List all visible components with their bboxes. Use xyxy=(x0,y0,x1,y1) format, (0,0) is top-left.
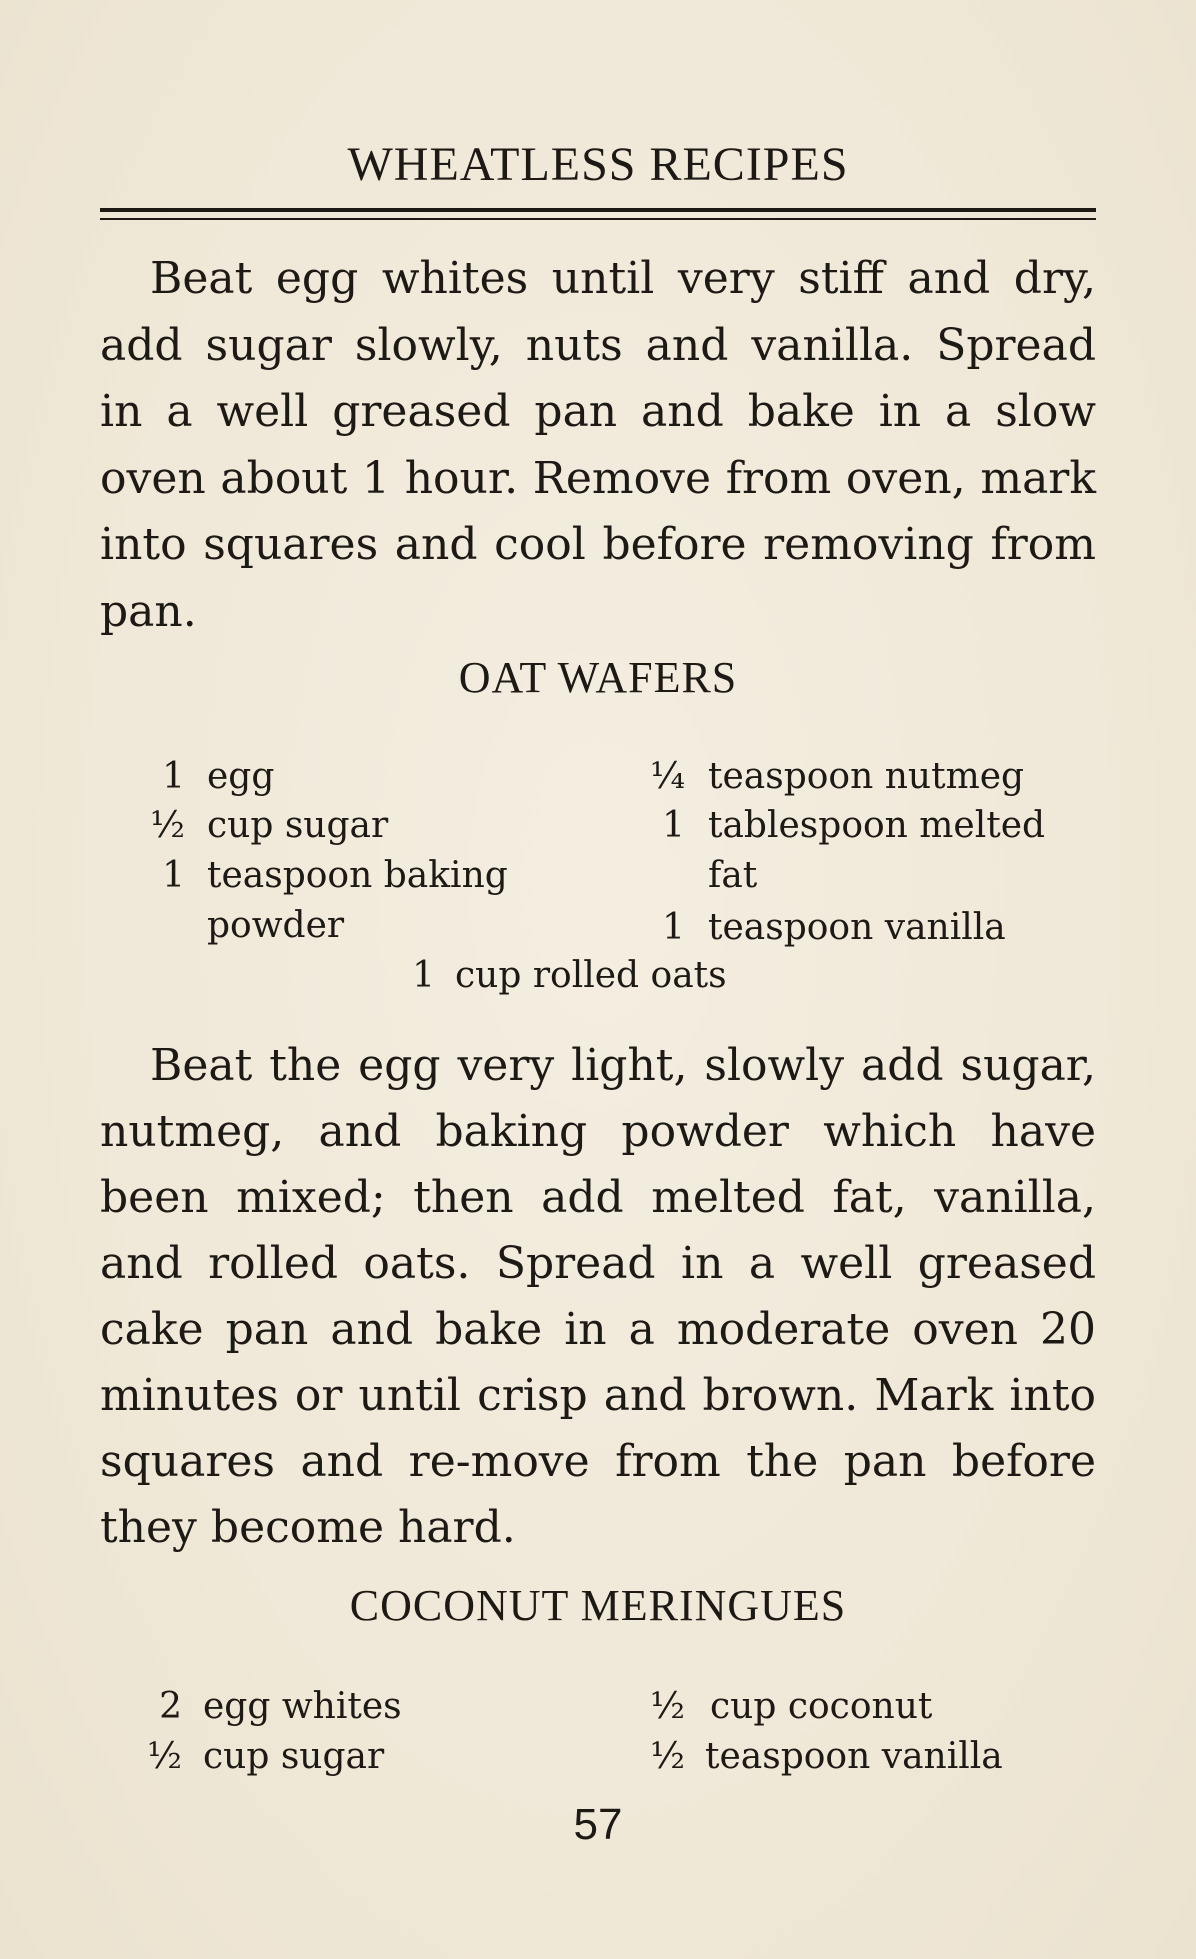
ingredient-qty: 1 xyxy=(162,855,185,896)
ingredient-qty: ¼ xyxy=(650,756,685,797)
ingredient-text: cup sugar xyxy=(203,1736,385,1777)
ingredient-text: tablespoon melted xyxy=(708,805,1046,846)
oat-wafers-directions: Beat the egg very light, slowly add sugar, nutmeg, and baking powder which have been mixed; then add melted fat, vanilla, and rolled oats. Spread in a well greased cake pan and bake in a moderate oven 20 minutes or until crisp and brown. Mark into squares and re-move from the pan before they become hard. xyxy=(100,1040,1096,1553)
ingredient-text: fat xyxy=(708,855,758,896)
running-head: WHEATLESS RECIPES xyxy=(347,138,849,191)
coconut-meringues-title: COCONUT MERINGUES xyxy=(349,1581,847,1630)
ingredient-text: powder xyxy=(207,905,345,946)
ingredient-qty: ½ xyxy=(650,1686,685,1727)
oat-wafers-title: OAT WAFERS xyxy=(458,653,738,702)
ingredient-qty: 1 xyxy=(162,756,185,797)
header-rule-thin xyxy=(100,218,1096,220)
ingredient-qty: 1 xyxy=(662,907,685,948)
ingredient-qty: ½ xyxy=(150,805,185,846)
ingredient-qty: 1 xyxy=(662,805,685,846)
ingredient-text: teaspoon vanilla xyxy=(708,907,1006,948)
ingredient-text: cup rolled oats xyxy=(455,955,727,996)
header-rule-thick xyxy=(100,208,1096,212)
ingredient-text: cup sugar xyxy=(207,805,389,846)
page-number: 57 xyxy=(573,1800,623,1849)
ingredient-qty: ½ xyxy=(650,1736,685,1777)
ingredient-text: egg whites xyxy=(203,1686,402,1727)
previous-recipe-directions: Beat egg whites until very stiff and dry, add sugar slowly, nuts and vanilla. Spread in a well greased pan and bake in a slow oven about 1 hour. Remove from oven, mark into squares and cool before removing from pan. xyxy=(100,253,1096,637)
ingredient-text: egg xyxy=(207,756,275,797)
ingredient-text: teaspoon baking xyxy=(207,855,508,896)
ingredient-qty: ½ xyxy=(147,1736,182,1777)
ingredient-qty: 2 xyxy=(159,1686,182,1727)
ingredient-text: teaspoon nutmeg xyxy=(708,756,1025,797)
ingredient-text: cup coconut xyxy=(710,1686,933,1727)
ingredient-qty: 1 xyxy=(412,955,435,996)
ingredient-text: teaspoon vanilla xyxy=(705,1736,1003,1777)
